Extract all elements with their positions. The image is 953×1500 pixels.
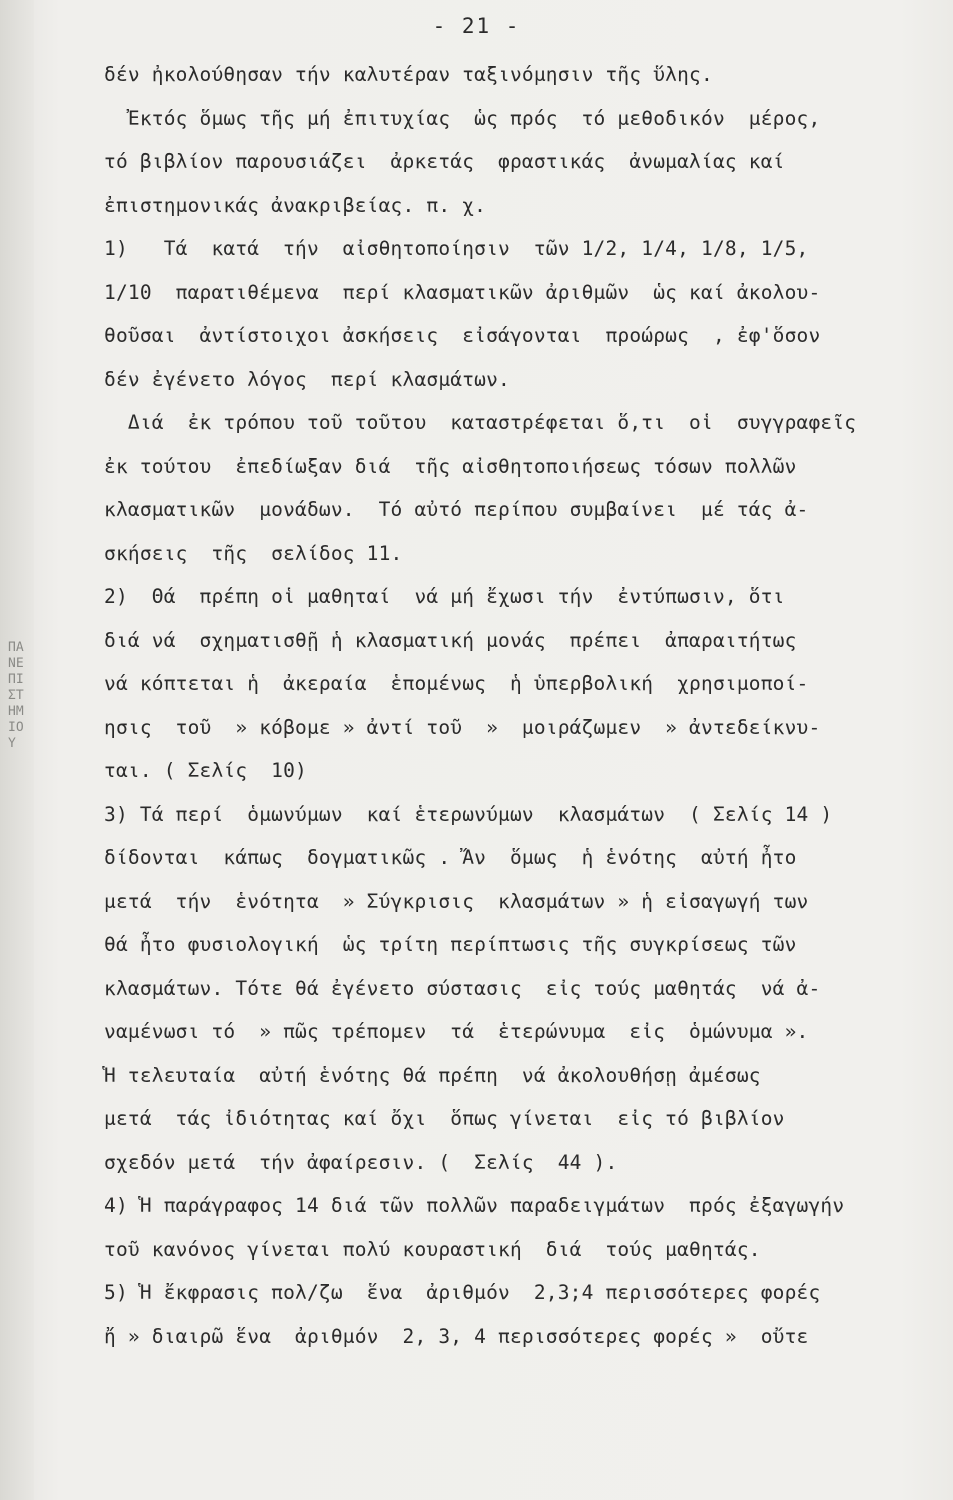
text-line: Διά ἐκ τρόπου τοῦ τοῦτου καταστρέφεται ὅ,τι οἱ συγγραφεῖς: [104, 411, 857, 434]
text-line: ἤ » διαιρῶ ἕνα ἀριθμόν 2, 3, 4 περισσότερες φορές » οὔτε: [104, 1324, 809, 1348]
text-line: μετά τάς ἰδιότητας καί ὄχι ὅπως γίνεται εἰς τό βιβλίον: [104, 1107, 785, 1130]
text-line: 3) Τά περί ὁμωνύμων καί ἑτερωνύμων κλασμάτων ( Σελίς 14 ): [104, 802, 833, 826]
text-line: σχεδόν μετά τήν ἀφαίρεσιν. ( Σελίς 44 ).: [104, 1150, 618, 1174]
page-number: - 21 -: [432, 14, 521, 38]
text-line: ται. ( Σελίς 10): [104, 759, 307, 782]
text-line: θοῦσαι ἀντίστοιχοι ἀσκήσεις εἰσάγονται προώρως , ἐφ'ὅσον: [104, 324, 821, 347]
text-line: κλασματικῶν μονάδων. Τό αὐτό περίπου συμβαίνει μέ τάς ἀ-: [104, 498, 809, 521]
text-line: Ἡ τελευταία αὐτή ἑνότης θά πρέπη νά ἀκολουθήσῃ ἀμέσως: [104, 1063, 761, 1087]
text-line: σκήσεις τῆς σελίδος 11.: [104, 541, 403, 565]
text-line: 1) Τά κατά τήν αἰσθητοποίησιν τῶν 1/2, 1/4, 1/8, 1/5,: [104, 237, 809, 260]
text-line: 1/10 παρατιθέμενα περί κλασματικῶν ἀριθμῶν ὡς καί ἀκολου-: [104, 280, 821, 304]
text-line: νά κόπτεται ἡ ἀκεραία ἑπομένως ἡ ὑπερβολική χρησιμοποί-: [104, 672, 809, 695]
margin-stamp-text: ΠΑΝΕΠΙΣΤΗΜΙΟΥ: [8, 640, 24, 751]
text-line: Ἐκτός ὅμως τῆς μή ἐπιτυχίας ὡς πρός τό μεθοδικόν μέρος,: [104, 106, 821, 130]
text-line: κλασμάτων. Τότε θά ἐγένετο σύστασις εἰς τούς μαθητάς νά ἀ-: [104, 976, 821, 1000]
text-line: ἐκ τούτου ἐπεδίωξαν διά τῆς αἰσθητοποιήσεως τόσων πολλῶν: [104, 454, 797, 478]
text-line: θά ἦτο φυσιολογική ὡς τρίτη περίπτωσις τῆς συγκρίσεως τῶν: [104, 933, 797, 956]
text-line: 2) Θά πρέπη οἱ μαθηταί νά μή ἔχωσι τήν ἐντύπωσιν, ὅτι: [104, 585, 785, 608]
text-line: τοῦ κανόνος γίνεται πολύ κουραστική διά τούς μαθητάς.: [104, 1237, 761, 1261]
typed-text-body: [104, 58, 914, 1363]
text-line: δέν ἐγένετο λόγος περί κλασμάτων.: [104, 367, 510, 391]
text-line: διά νά σχηματισθῇ ἡ κλασματική μονάς πρέπει ἀπαραιτήτως: [104, 628, 797, 652]
text-line: 5) Ἡ ἔκφρασις πολ/ζω ἕνα ἀριθμόν 2,3;4 περισσότερες φορές: [104, 1281, 821, 1304]
text-line: δίδονται κάπως δογματικῶς . Ἄν ὅμως ἡ ἑνότης αὐτή ἦτο: [104, 846, 797, 869]
text-line: δέν ἠκολούθησαν τήν καλυτέραν ταξινόμησιν τῆς ὕλης.: [104, 63, 713, 86]
text-line: ησις τοῦ » κόβομε » ἀντί τοῦ » μοιράζωμεν » ἀντεδείκνυ-: [104, 715, 821, 739]
text-line: ἐπιστημονικάς ἀνακριβείας. π. χ.: [104, 193, 487, 217]
text-line: τό βιβλίον παρουσιάζει ἀρκετάς φραστικάς ἀνωμαλίας καί: [104, 150, 785, 173]
text-line: ναμένωσι τό » πῶς τρέπομεν τά ἑτερώνυμα εἰς ὁμώνυμα ».: [104, 1020, 809, 1043]
text-line: 4) Ἡ παράγραφος 14 διά τῶν πολλῶν παραδειγμάτων πρός ἐξαγωγήν: [104, 1194, 845, 1217]
text-line: μετά τήν ἑνότητα » Σύγκρισις κλασμάτων » ἡ εἰσαγωγή των: [104, 889, 809, 913]
